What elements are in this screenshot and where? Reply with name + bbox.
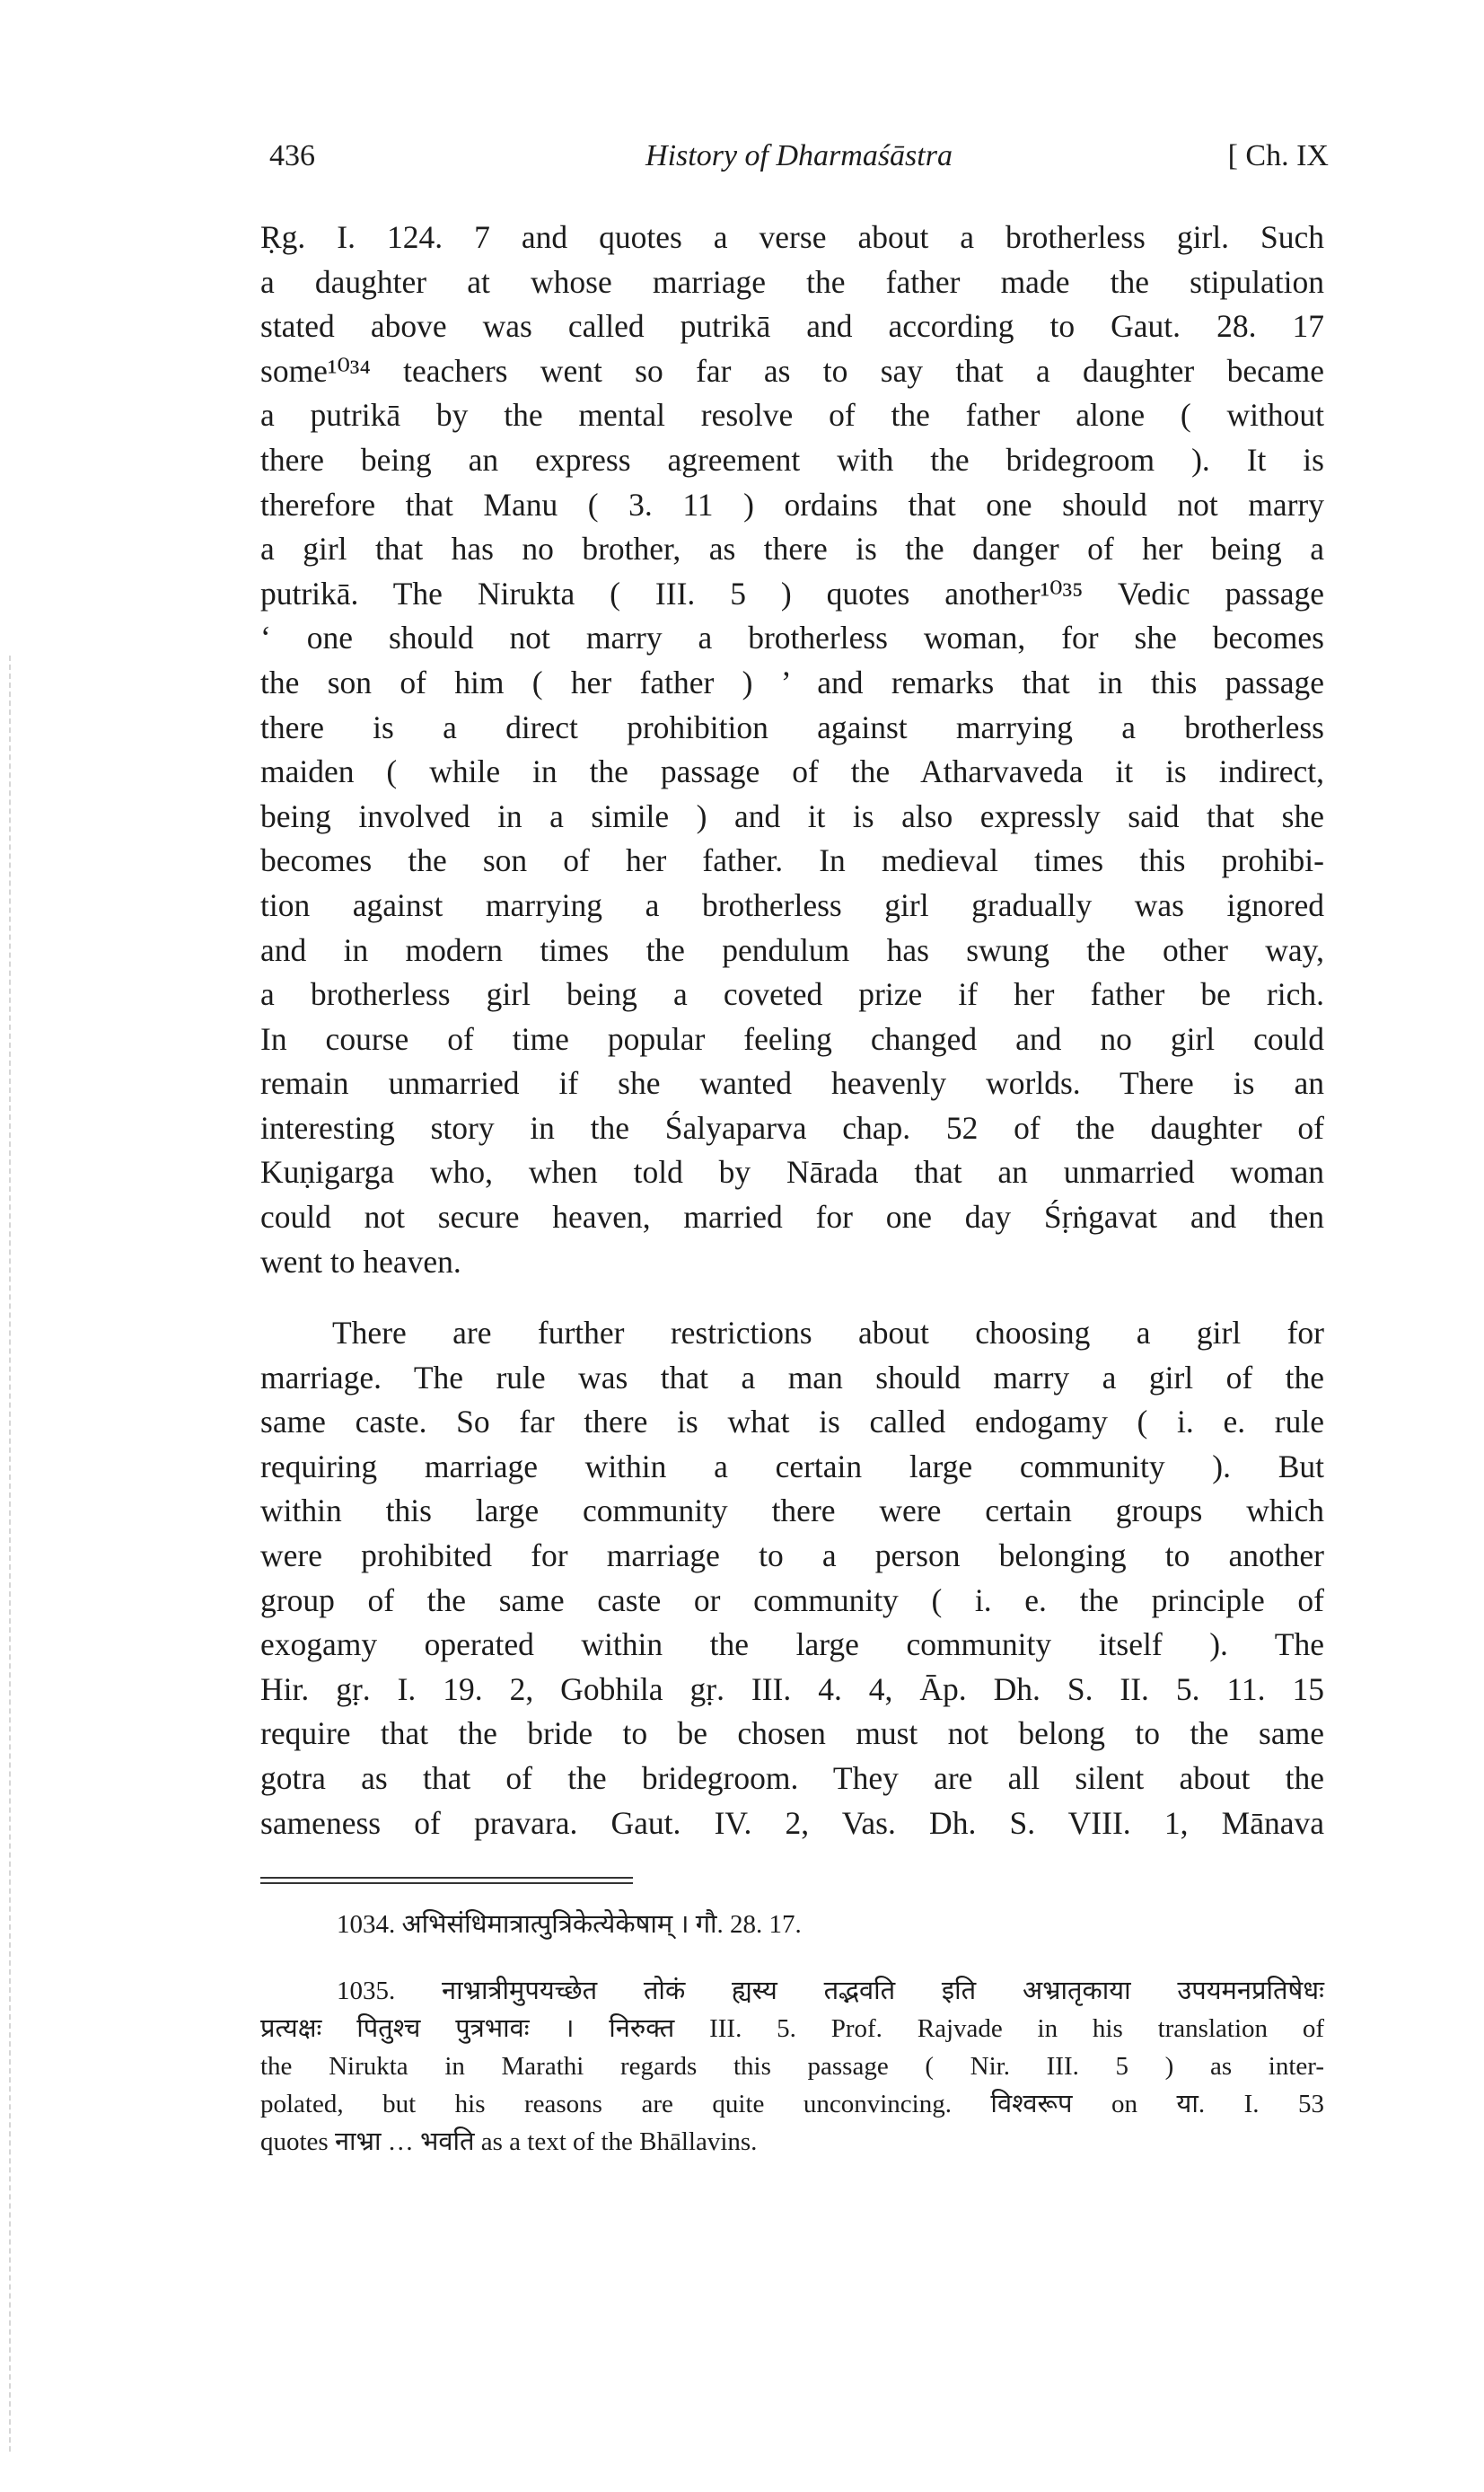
text-line: there is a direct prohibition against marrying a brotherless xyxy=(260,709,1324,745)
text-line: Kuṇigarga who, when told by Nārada that an unmarried woman xyxy=(260,1154,1324,1191)
text-line: there being an express agreement with the bridegroom ). It is xyxy=(260,441,1324,478)
scan-margin-line xyxy=(9,656,11,2452)
footnote-divider xyxy=(260,1877,633,1879)
text-line: could not secure heaven, married for one day Śṛṅgavat and then xyxy=(260,1199,1324,1236)
footnote-line: प्रत्यक्षः पितुश्च पुत्रभावः । निरुक्त III. 5. Prof. Rajvade in his translation of xyxy=(260,2014,1324,2043)
paragraph-2 xyxy=(260,1311,1324,1845)
text-line: gotra as that of the bridegroom. They are all silent about the xyxy=(260,1759,1324,1796)
chapter-label: [ Ch. IX xyxy=(1227,139,1329,172)
text-line: interesting story in the Śalyaparva chap. 52 of the daughter of xyxy=(260,1109,1324,1146)
page-header xyxy=(269,139,1329,184)
text-line: becomes the son of her father. In medieval times this prohibi- xyxy=(260,842,1324,879)
footnote-1034 xyxy=(260,1906,1324,1943)
text-line: being involved in a simile ) and it is also expressly said that she xyxy=(260,797,1324,834)
text-line: remain unmarried if she wanted heavenly worlds. There is an xyxy=(260,1065,1324,1102)
text-line: marriage. The rule was that a man should marry a girl of the xyxy=(260,1359,1324,1396)
footnote-line: polated, but his reasons are quite unconvincing. विश्वरूप on या. I. 53 xyxy=(260,2090,1324,2118)
footnote-line: the Nirukta in Marathi regards this passage ( Nir. III. 5 ) as inter- xyxy=(260,2052,1324,2081)
text-line: a girl that has no brother, as there is the danger of her being a xyxy=(260,531,1324,568)
footnote-line: 1034. अभिसंधिमात्रात्पुत्रिकेत्येकेषाम् । गौ. 28. 17. xyxy=(337,1910,802,1939)
text-line: require that the bride to be chosen must not belong to the same xyxy=(260,1715,1324,1752)
paragraph-1 xyxy=(260,216,1324,1284)
text-line: a putrikā by the mental resolve of the father alone ( without xyxy=(260,397,1324,434)
text-line: the son of him ( her father ) ’ and remarks that in this passage xyxy=(260,664,1324,700)
text-line: exogamy operated within the large community itself ). The xyxy=(260,1626,1324,1663)
text-line: maiden ( while in the passage of the Atharvaveda it is indirect, xyxy=(260,753,1324,790)
text-line: Hir. gṛ. I. 19. 2, Gobhila gṛ. III. 4. 4, Āp. Dh. S. II. 5. 11. 15 xyxy=(260,1670,1324,1707)
text-line: a brotherless girl being a coveted prize if her father be rich. xyxy=(260,976,1324,1013)
text-line: group of the same caste or community ( i. e. the principle of xyxy=(260,1581,1324,1618)
running-title: History of Dharmaśāstra xyxy=(645,139,953,172)
text-line: requiring marriage within a certain large community ). But xyxy=(260,1448,1324,1484)
footnote-divider xyxy=(260,1882,633,1884)
text-line: There are further restrictions about choosing a girl for xyxy=(332,1315,1324,1351)
text-line: sameness of pravara. Gaut. IV. 2, Vas. Dh. S. VIII. 1, Mānava xyxy=(260,1804,1324,1841)
text-line: went to heaven. xyxy=(260,1243,461,1280)
footnote-1035 xyxy=(260,1972,1324,2161)
page-number: 436 xyxy=(269,139,315,172)
footnote-line: quotes नाभ्रा … भवति as a text of the Bhāllavins. xyxy=(260,2127,758,2156)
text-line: were prohibited for marriage to a person belonging to another xyxy=(260,1537,1324,1573)
text-line: ‘ one should not marry a brotherless woman, for she becomes xyxy=(260,620,1324,656)
text-line: In course of time popular feeling changed and no girl could xyxy=(260,1020,1324,1057)
text-line: some¹⁰³⁴ teachers went so far as to say that a daughter became xyxy=(260,352,1324,389)
text-line: stated above was called putrikā and according to Gaut. 28. 17 xyxy=(260,308,1324,345)
footnote-line: 1035. नाभ्रात्रीमुपयच्छेत तोकं ह्यस्य तद्भवति इति अभ्रातृकाया उपयमनप्रतिषेधः xyxy=(337,1977,1324,2005)
text-line: tion against marrying a brotherless girl gradually was ignored xyxy=(260,886,1324,923)
text-line: a daughter at whose marriage the father made the stipulation xyxy=(260,263,1324,300)
text-line: therefore that Manu ( 3. 11 ) ordains that one should not marry xyxy=(260,486,1324,523)
text-line: within this large community there were certain groups which xyxy=(260,1493,1324,1529)
text-line: same caste. So far there is what is called endogamy ( i. e. rule xyxy=(260,1404,1324,1440)
text-line: putrikā. The Nirukta ( III. 5 ) quotes another¹⁰³⁵ Vedic passage xyxy=(260,575,1324,612)
text-line: Ṛg. I. 124. 7 and quotes a verse about a brotherless girl. Such xyxy=(260,219,1324,255)
text-line: and in modern times the pendulum has swung the other way, xyxy=(260,931,1324,968)
